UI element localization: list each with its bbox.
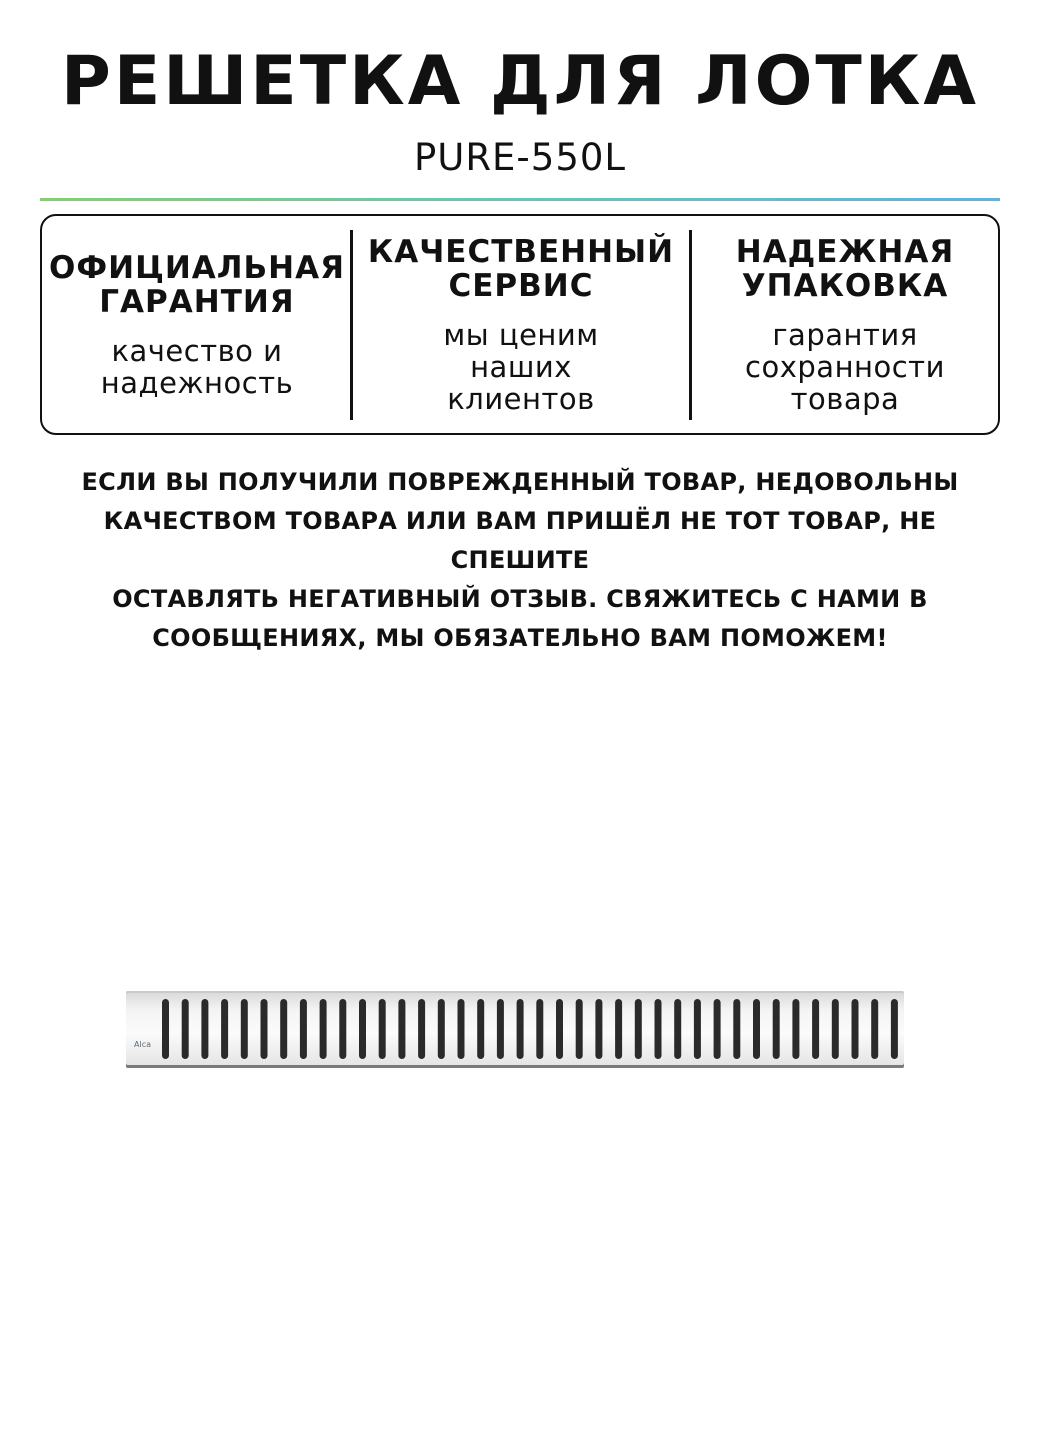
feature-service-desc: мы ценим наших клиентов: [443, 317, 599, 416]
grate-slot: [359, 999, 366, 1059]
grate-slot: [162, 999, 169, 1059]
grate-slot: [674, 999, 681, 1059]
grate-slot: [852, 999, 859, 1059]
grate-slot: [733, 999, 740, 1059]
features-panel: [40, 214, 1000, 435]
grate-slot: [891, 999, 898, 1059]
grate-slot: [556, 999, 563, 1059]
grate-slot: [871, 999, 878, 1059]
grate-slot: [615, 999, 622, 1059]
grate-slots: [126, 991, 904, 1068]
grate-slot: [320, 999, 327, 1059]
grate-slot: [497, 999, 504, 1059]
grate-slot: [201, 999, 208, 1059]
grate-slot: [635, 999, 642, 1059]
grate-slot: [536, 999, 543, 1059]
grate-slot: [182, 999, 189, 1059]
grate-slot: [398, 999, 405, 1059]
grate-slot: [792, 999, 799, 1059]
feature-warranty-title: ОФИЦИАЛЬНАЯ ГАРАНТИЯ: [49, 249, 345, 320]
brand-logo: Alca: [134, 1040, 151, 1049]
feature-warranty-desc: качество и надежность: [100, 333, 294, 400]
grate-slot: [300, 999, 307, 1059]
feature-service: [353, 216, 689, 433]
grate-slot: [477, 999, 484, 1059]
grate-slot: [261, 999, 268, 1059]
grate-slot: [832, 999, 839, 1059]
grate-slot: [714, 999, 721, 1059]
grate-slot: [458, 999, 465, 1059]
grate-slot: [773, 999, 780, 1059]
product-model: PURE-550L: [413, 136, 627, 179]
gradient-divider: [40, 198, 1000, 201]
feature-service-title: КАЧЕСТВЕННЫЙ СЕРВИС: [367, 233, 675, 304]
grate-slot: [694, 999, 701, 1059]
feature-packaging-title: НАДЕЖНАЯ УПАКОВКА: [735, 233, 955, 304]
grate-slot: [379, 999, 386, 1059]
grate-slot: [595, 999, 602, 1059]
grate-slot: [655, 999, 662, 1059]
page-title: РЕШЕТКА ДЛЯ ЛОТКА: [61, 42, 979, 121]
grate-slot: [418, 999, 425, 1059]
grate-slot: [438, 999, 445, 1059]
grate-slot: [517, 999, 524, 1059]
product-image-drain-grate: [126, 991, 904, 1068]
feature-packaging: [692, 216, 998, 433]
grate-slot: [221, 999, 228, 1059]
grate-slot: [753, 999, 760, 1059]
feature-packaging-desc: гарантия сохранности товара: [745, 317, 945, 416]
grate-slot: [339, 999, 346, 1059]
grate-slot: [241, 999, 248, 1059]
grate-slot: [280, 999, 287, 1059]
grate-slot: [812, 999, 819, 1059]
feature-warranty: [42, 216, 352, 433]
support-notice: ЕСЛИ ВЫ ПОЛУЧИЛИ ПОВРЕЖДЕННЫЙ ТОВАР, НЕДОВОЛЬНЫ КАЧЕСТВОМ ТОВАРА ИЛИ ВАМ ПРИШЁЛ НЕ ТОТ ТОВАР, НЕ СПЕШИТЕ ОСТАВЛЯТЬ НЕГАТИВНЫЙ ОТЗЫВ. СВЯЖИТЕСЬ С НАМИ В СООБЩЕНИЯХ, МЫ ОБЯЗАТЕЛЬНО ВАМ ПОМОЖЕМ!: [81, 468, 959, 652]
grate-slot: [576, 999, 583, 1059]
